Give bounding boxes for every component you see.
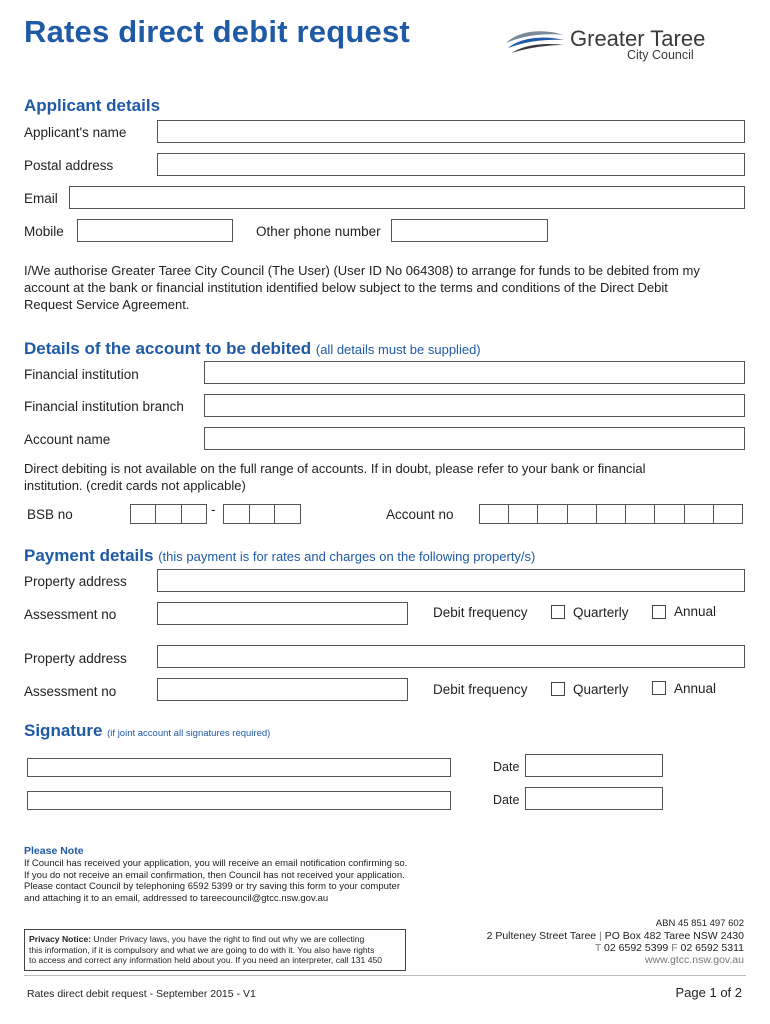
property-address-label-2: Property address — [24, 651, 127, 666]
property-address-label-1: Property address — [24, 574, 127, 589]
please-note-text: If Council has received your application, you will receive an email notification confirming so. If you do not receive an email confirmation, then Council has not received your application. Please contact Council by telephoning 6592 5399 or try saving this form to your computer and attaching it to an email, addressed to tareecouncil@gtcc.nsw.gov.au — [24, 858, 408, 904]
council-logo-icon — [504, 27, 566, 55]
logo-name: Greater Taree — [570, 26, 706, 51]
debit-frequency-label-1: Debit frequency — [433, 605, 528, 620]
contact-block — [424, 918, 744, 966]
branch-field[interactable] — [204, 394, 745, 417]
quarterly-checkbox-2[interactable] — [551, 682, 565, 696]
privacy-notice-box: Privacy Notice: Under Privacy laws, you have the right to find out why we are collecting this information, if it is compulsory and what we are going to do with it. You also have rights to access and correct any information held about you. If you need an interpreter, call 131 450 — [24, 929, 406, 971]
date-label-2: Date — [493, 793, 520, 807]
date-field-1[interactable] — [525, 754, 663, 777]
bsb-label: BSB no — [27, 507, 73, 522]
signature-field-1[interactable] — [27, 758, 451, 777]
financial-institution-field[interactable] — [204, 361, 745, 384]
other-phone-field[interactable] — [391, 219, 548, 242]
assessment-no-field-1[interactable] — [157, 602, 408, 625]
annual-label-1: Annual — [674, 604, 717, 619]
account-name-label: Account name — [24, 432, 111, 447]
account-name-field[interactable] — [204, 427, 745, 450]
bsb-field-part1[interactable] — [130, 504, 207, 524]
payment-heading: Payment details (this payment is for rates and charges on the following property/s) — [24, 546, 536, 565]
account-no-field[interactable] — [479, 504, 743, 524]
date-field-2[interactable] — [525, 787, 663, 810]
other-phone-label: Other phone number — [256, 224, 381, 239]
property-address-field-2[interactable] — [157, 645, 745, 668]
bsb-dash: - — [211, 502, 216, 517]
email-field[interactable] — [69, 186, 745, 209]
annual-checkbox-1[interactable] — [652, 605, 666, 619]
quarterly-label-1: Quarterly — [573, 605, 629, 620]
abn: ABN 45 851 497 602 — [655, 918, 744, 929]
property-address-field-1[interactable] — [157, 569, 745, 592]
annual-checkbox-2[interactable] — [652, 681, 666, 695]
quarterly-checkbox-1[interactable] — [551, 605, 565, 619]
financial-institution-label: Financial institution — [24, 367, 139, 382]
debit-frequency-label-2: Debit frequency — [433, 682, 528, 697]
account-no-label: Account no — [386, 507, 454, 522]
quarterly-label-2: Quarterly — [573, 682, 629, 697]
applicant-heading: Applicant details — [24, 96, 161, 115]
phone-info: T 02 6592 5399 F 02 6592 5311 — [594, 942, 744, 954]
postal-info: 2 Pulteney Street Taree | PO Box 482 Taree NSW 2430 — [486, 930, 744, 942]
postal-address-field[interactable] — [157, 153, 745, 176]
signature-heading: Signature (if joint account all signatures required) — [24, 721, 271, 740]
authorisation-text: I/We authorise Greater Taree City Council (The User) (User ID No 064308) to arrange for funds to be debited from my account at the bank or financial institution identified below subject to the terms and conditions of the Direct Debit Request Service Agreement. — [24, 263, 700, 312]
date-label-1: Date — [493, 760, 520, 774]
please-note-title: Please Note — [24, 845, 84, 857]
assessment-no-label-2: Assessment no — [24, 684, 117, 699]
page-number: Page 1 of 2 — [675, 985, 742, 1000]
assessment-no-label-1: Assessment no — [24, 607, 117, 622]
mobile-label: Mobile — [24, 224, 64, 239]
assessment-no-field-2[interactable] — [157, 678, 408, 701]
mobile-field[interactable] — [77, 219, 233, 242]
applicant-name-label: Applicant's name — [24, 125, 127, 140]
form-version: Rates direct debit request - September 2015 - V1 — [27, 988, 256, 1000]
account-heading: Details of the account to be debited (all details must be supplied) — [24, 339, 481, 358]
footer-divider — [24, 975, 746, 976]
annual-label-2: Annual — [674, 681, 717, 696]
signature-field-2[interactable] — [27, 791, 451, 810]
postal-address-label: Postal address — [24, 158, 114, 173]
bsb-field-part2[interactable] — [223, 504, 301, 524]
account-notice-text: Direct debiting is not available on the full range of accounts. If in doubt, please refer to your bank or financial institution. (credit cards not applicable) — [24, 461, 646, 493]
email-label: Email — [24, 191, 58, 206]
branch-label: Financial institution branch — [24, 399, 184, 414]
website: www.gtcc.nsw.gov.au — [644, 954, 744, 966]
logo-subtitle: City Council — [627, 48, 694, 62]
page-title: Rates direct debit request — [24, 14, 410, 49]
applicant-name-field[interactable] — [157, 120, 745, 143]
